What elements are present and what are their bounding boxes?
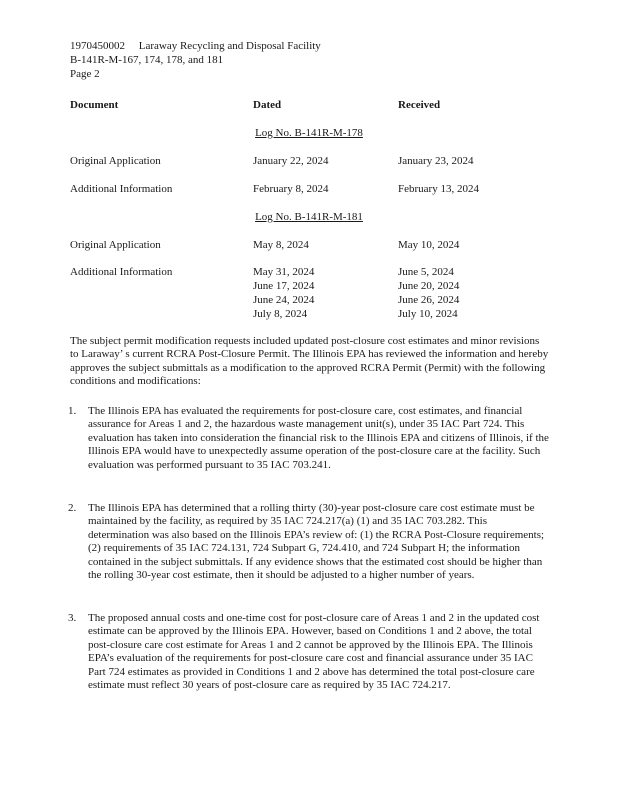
column-header-document: Document [70,99,119,111]
row-received: May 10, 2024 [398,239,460,251]
header-log-numbers: B-141R-M-167, 174, 178, and 181 [70,54,224,66]
header-page-number: Page 2 [70,68,100,80]
condition-number: 2. [68,502,77,514]
row-dated: June 17, 2024 [253,280,315,292]
row-dated: May 8, 2024 [253,239,309,251]
row-document: Original Application [70,155,161,167]
row-received: June 26, 2024 [398,294,460,306]
row-received: June 5, 2024 [398,266,454,278]
row-received: February 13, 2024 [398,183,479,195]
condition-item [68,612,550,692]
row-document: Additional Information [70,183,173,195]
row-dated: June 24, 2024 [253,294,315,306]
column-header-received: Received [398,99,441,111]
condition-item [68,502,550,582]
condition-text: The Illinois EPA has evaluated the requirements for post-closure care, cost estimates, and financial assurance for Areas 1 and 2, the hazardous waste management unit(s), under 35 IAC Part 724. This evaluation has taken into consideration the financial risk to the Illinois EPA and citizens of Illinois, if the Illinois EPA would have to unexpectedly assume operation of the post-closure care at the facility. Such evaluation was performed pursuant to 35 IAC 703.241. [88,405,549,471]
column-header-dated: Dated [253,99,282,111]
row-dated: February 8, 2024 [253,183,329,195]
log-title: Log No. B-141R-M-178 [255,127,363,139]
row-dated: July 8, 2024 [253,308,308,320]
row-document: Original Application [70,239,161,251]
row-received: July 10, 2024 [398,308,458,320]
condition-number: 3. [68,612,77,624]
intro-paragraph: The subject permit modification requests included updated post-closure cost estimates and minor revisions to Laraway’ s current RCRA Post-Closure Permit. The Illinois EPA has reviewed the information and hereby approves the subject submittals as a modification to the approved RCRA Permit (Permit) with the following conditions and modifications: [70,335,549,388]
condition-number: 1. [68,405,77,417]
header-facility-line: 1970450002 Laraway Recycling and Disposal Facility [70,40,321,52]
condition-text: The proposed annual costs and one-time cost for post-closure care of Areas 1 and 2 in the updated cost estimate can be approved by the Illinois EPA. However, based on Conditions 1 and 2 above, the total post-closure care cost estimate for Areas 1 and 2 cannot be approved by the Illinois EPA. The Illinois EPA’s evaluation of the requirements for post-closure care cost and financial assurance under 35 IAC Part 724 estimates as provided in Conditions 1 and 2 above has determined the total post-closure care estimate must reflect 30 years of post-closure care as required by 35 IAC 724.217. [88,612,540,692]
row-dated: May 31, 2024 [253,266,315,278]
row-document: Additional Information [70,266,173,278]
row-received: January 23, 2024 [398,155,474,167]
row-dated: January 22, 2024 [253,155,329,167]
row-received: June 20, 2024 [398,280,460,292]
condition-text: The Illinois EPA has determined that a rolling thirty (30)-year post-closure care cost estimate must be maintained by the facility, as required by 35 IAC 724.217(a) (1) and 35 IAC 703.282. This determination was also based on the Illinois EPA’s review of: (1) the RCRA Post-Closure requirements; (2) requirements of 35 IAC 724.131, 724 Subpart G, 724.410, and 724 Subpart H; the information contained in the subject submittals. If any evidence shows that the estimated cost should be higher than the rolling 30-year cost estimate, then it should be adjusted to a higher number of years. [88,502,545,582]
condition-item [68,405,550,472]
letter-header [70,39,321,81]
log-title: Log No. B-141R-M-181 [255,211,363,223]
